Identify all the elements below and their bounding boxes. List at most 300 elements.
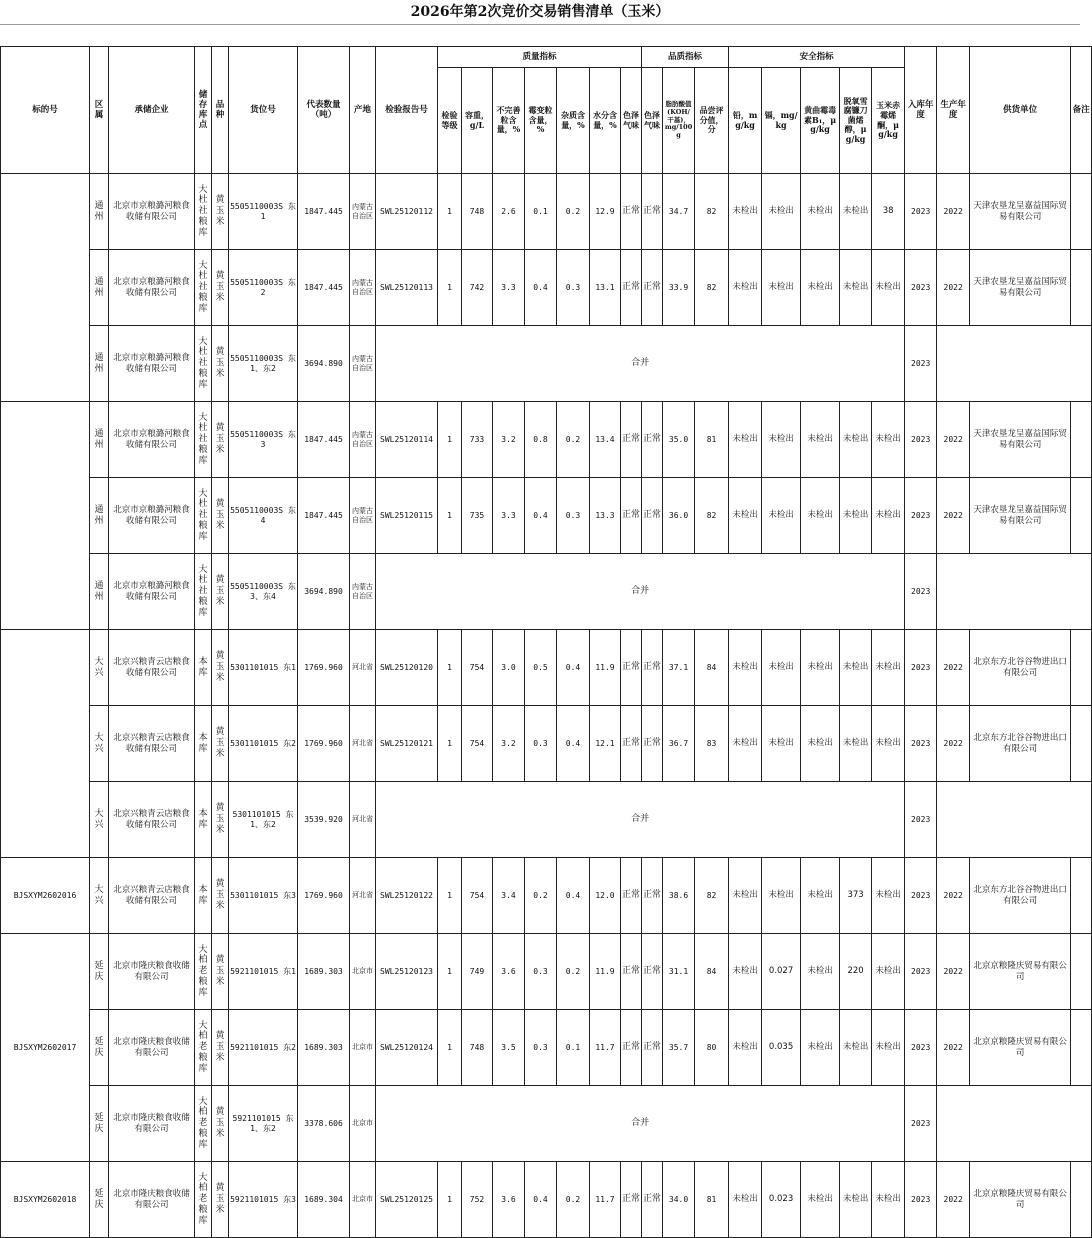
blank-cell <box>937 326 1092 402</box>
mold-cell: 0.3 <box>525 706 557 782</box>
variety-cell: 黄玉米 <box>212 934 229 1010</box>
color-smell-cell: 正常 <box>621 706 642 782</box>
col-lot-no: 标的号 <box>1 47 90 174</box>
table-row <box>1 1086 1092 1162</box>
quantity-cell: 3378.606 <box>298 1086 350 1162</box>
col-color-smell: 色泽气味 <box>621 68 642 174</box>
quantity-cell: 1689.303 <box>298 1010 350 1086</box>
in-year-cell: 2023 <box>905 402 937 478</box>
col-imperfect: 不完善粒含量，% <box>493 68 525 174</box>
color-smell-2-cell: 正常 <box>642 706 663 782</box>
mold-cell: 0.3 <box>525 934 557 1010</box>
col-quantity: 代表数量（吨） <box>298 47 350 174</box>
quantity-cell: 3539.920 <box>298 782 350 858</box>
company-cell: 北京市京粮潞河粮食收储有限公司 <box>109 402 195 478</box>
imperfect-cell: 3.3 <box>493 250 525 326</box>
fatty-acid-cell: 36.0 <box>663 478 695 554</box>
mold-cell: 0.4 <box>525 478 557 554</box>
fatty-acid-cell: 34.0 <box>663 1162 695 1238</box>
taste-cell: 82 <box>695 250 729 326</box>
grade-cell: 1 <box>438 1162 462 1238</box>
table-row <box>1 554 1092 630</box>
imperfect-cell: 3.6 <box>493 934 525 1010</box>
variety-cell: 黄玉米 <box>212 706 229 782</box>
col-aflatoxin: 黄曲霉毒素B₁，μg/kg <box>801 68 840 174</box>
quantity-cell: 1769.960 <box>298 706 350 782</box>
density-cell: 733 <box>462 402 493 478</box>
variety-cell: 黄玉米 <box>212 630 229 706</box>
col-fatty-acid: 脂肪酸值(KOH/干基)，mg/100g <box>663 68 695 174</box>
col-in-year: 入库年度 <box>905 47 937 174</box>
impurity-cell: 0.2 <box>557 402 590 478</box>
color-smell-cell: 正常 <box>621 250 642 326</box>
slot-cell: 5301101015 东3 <box>229 858 298 934</box>
lot-number-cell: BJSXYM2602018 <box>1 1162 90 1238</box>
report-cell: SWL25120120 <box>376 630 438 706</box>
company-cell: 北京市京粮潞河粮食收储有限公司 <box>109 554 195 630</box>
lead-cell: 未检出 <box>729 858 762 934</box>
zen-cell: 38 <box>872 174 905 250</box>
zen-cell: 未检出 <box>872 402 905 478</box>
table-row <box>1 934 1092 1010</box>
lot-number-cell <box>1 174 90 402</box>
cadmium-cell: 未检出 <box>762 174 801 250</box>
imperfect-cell: 3.5 <box>493 1010 525 1086</box>
in-year-cell: 2023 <box>905 554 937 630</box>
depot-cell: 大杜社粮库 <box>195 402 212 478</box>
remark-cell <box>1071 934 1092 1010</box>
impurity-cell: 0.2 <box>557 174 590 250</box>
blank-cell <box>937 782 1092 858</box>
mold-cell: 0.4 <box>525 1162 557 1238</box>
origin-cell: 河北省 <box>350 706 376 782</box>
supplier-cell: 天津农垦龙呈嘉益国际贸易有限公司 <box>970 174 1071 250</box>
don-cell: 220 <box>840 934 872 1010</box>
origin-cell: 内蒙古自治区 <box>350 478 376 554</box>
grade-cell: 1 <box>438 934 462 1010</box>
zen-cell: 未检出 <box>872 250 905 326</box>
in-year-cell: 2023 <box>905 478 937 554</box>
aflatoxin-cell: 未检出 <box>801 1162 840 1238</box>
zen-cell: 未检出 <box>872 858 905 934</box>
group-grade: 品质指标 <box>642 47 729 68</box>
lead-cell: 未检出 <box>729 402 762 478</box>
variety-cell: 黄玉米 <box>212 478 229 554</box>
zen-cell: 未检出 <box>872 1010 905 1086</box>
density-cell: 754 <box>462 630 493 706</box>
company-cell: 北京兴粮青云店粮食收储有限公司 <box>109 706 195 782</box>
origin-cell: 内蒙古自治区 <box>350 174 376 250</box>
table-row <box>1 174 1092 250</box>
taste-cell: 81 <box>695 402 729 478</box>
don-cell: 未检出 <box>840 250 872 326</box>
origin-cell: 内蒙古自治区 <box>350 402 376 478</box>
table-row <box>1 706 1092 782</box>
col-remark: 备注 <box>1071 47 1092 174</box>
zen-cell: 未检出 <box>872 1162 905 1238</box>
depot-cell: 大柏老粮库 <box>195 1086 212 1162</box>
depot-cell: 本库 <box>195 858 212 934</box>
origin-cell: 北京市 <box>350 1086 376 1162</box>
quantity-cell: 1769.960 <box>298 858 350 934</box>
don-cell: 373 <box>840 858 872 934</box>
aflatoxin-cell: 未检出 <box>801 858 840 934</box>
grade-cell: 1 <box>438 858 462 934</box>
depot-cell: 本库 <box>195 706 212 782</box>
don-cell: 未检出 <box>840 402 872 478</box>
fatty-acid-cell: 35.7 <box>663 1010 695 1086</box>
impurity-cell: 0.4 <box>557 630 590 706</box>
header-row-groups <box>1 47 1092 68</box>
company-cell: 北京市京粮潞河粮食收储有限公司 <box>109 174 195 250</box>
color-smell-2-cell: 正常 <box>642 478 663 554</box>
district-cell: 延庆 <box>90 1162 109 1238</box>
origin-cell: 河北省 <box>350 782 376 858</box>
impurity-cell: 0.2 <box>557 1162 590 1238</box>
fatty-acid-cell: 31.1 <box>663 934 695 1010</box>
group-safety: 安全指标 <box>729 47 905 68</box>
company-cell: 北京兴粮青云店粮食收储有限公司 <box>109 630 195 706</box>
slot-cell: 5505110003S 东1、东2 <box>229 326 298 402</box>
col-grade: 检验等级 <box>438 68 462 174</box>
aflatoxin-cell: 未检出 <box>801 1010 840 1086</box>
in-year-cell: 2023 <box>905 250 937 326</box>
imperfect-cell: 3.4 <box>493 858 525 934</box>
moisture-cell: 13.3 <box>590 478 621 554</box>
taste-cell: 82 <box>695 478 729 554</box>
district-cell: 通州 <box>90 250 109 326</box>
remark-cell <box>1071 174 1092 250</box>
lead-cell: 未检出 <box>729 250 762 326</box>
lead-cell: 未检出 <box>729 630 762 706</box>
prod-year-cell: 2022 <box>937 934 970 1010</box>
color-smell-2-cell: 正常 <box>642 1162 663 1238</box>
color-smell-cell: 正常 <box>621 1162 642 1238</box>
zen-cell: 未检出 <box>872 630 905 706</box>
in-year-cell: 2023 <box>905 1010 937 1086</box>
impurity-cell: 0.1 <box>557 1010 590 1086</box>
col-cadmium: 镉，mg/kg <box>762 68 801 174</box>
taste-cell: 84 <box>695 934 729 1010</box>
mold-cell: 0.3 <box>525 1010 557 1086</box>
color-smell-cell: 正常 <box>621 174 642 250</box>
impurity-cell: 0.3 <box>557 250 590 326</box>
slot-cell: 5921101015 东2 <box>229 1010 298 1086</box>
cadmium-cell: 未检出 <box>762 630 801 706</box>
in-year-cell: 2023 <box>905 326 937 402</box>
col-impurity: 杂质含量，% <box>557 68 590 174</box>
fatty-acid-cell: 34.7 <box>663 174 695 250</box>
report-cell: SWL25120123 <box>376 934 438 1010</box>
table-row <box>1 1162 1092 1238</box>
taste-cell: 82 <box>695 174 729 250</box>
table-body <box>1 174 1092 1238</box>
company-cell: 北京市隆庆粮食收储有限公司 <box>109 934 195 1010</box>
company-cell: 北京市京粮潞河粮食收储有限公司 <box>109 478 195 554</box>
quantity-cell: 1847.445 <box>298 478 350 554</box>
don-cell: 未检出 <box>840 630 872 706</box>
cadmium-cell: 未检出 <box>762 858 801 934</box>
origin-cell: 北京市 <box>350 1162 376 1238</box>
density-cell: 754 <box>462 706 493 782</box>
density-cell: 749 <box>462 934 493 1010</box>
district-cell: 通州 <box>90 326 109 402</box>
table-row <box>1 478 1092 554</box>
moisture-cell: 12.9 <box>590 174 621 250</box>
fatty-acid-cell: 36.7 <box>663 706 695 782</box>
cadmium-cell: 0.023 <box>762 1162 801 1238</box>
table-row <box>1 1010 1092 1086</box>
cadmium-cell: 未检出 <box>762 250 801 326</box>
supplier-cell: 北京东方北谷谷物进出口有限公司 <box>970 706 1071 782</box>
company-cell: 北京兴粮青云店粮食收储有限公司 <box>109 858 195 934</box>
impurity-cell: 0.2 <box>557 934 590 1010</box>
report-cell: SWL25120113 <box>376 250 438 326</box>
depot-cell: 大柏老粮库 <box>195 1162 212 1238</box>
origin-cell: 北京市 <box>350 1010 376 1086</box>
in-year-cell: 2023 <box>905 174 937 250</box>
quantity-cell: 3694.890 <box>298 554 350 630</box>
remark-cell <box>1071 1010 1092 1086</box>
imperfect-cell: 3.6 <box>493 1162 525 1238</box>
merged-cell: 合并 <box>376 554 905 630</box>
lead-cell: 未检出 <box>729 478 762 554</box>
col-supplier: 供货单位 <box>970 47 1071 174</box>
slot-cell: 5921101015 东1、东2 <box>229 1086 298 1162</box>
slot-cell: 5505110003S 东3 <box>229 402 298 478</box>
report-cell: SWL25120112 <box>376 174 438 250</box>
merged-cell: 合并 <box>376 326 905 402</box>
col-mold: 霉变粒含量，% <box>525 68 557 174</box>
district-cell: 通州 <box>90 554 109 630</box>
imperfect-cell: 3.0 <box>493 630 525 706</box>
col-variety: 品种 <box>212 47 229 174</box>
prod-year-cell: 2022 <box>937 250 970 326</box>
zen-cell: 未检出 <box>872 478 905 554</box>
density-cell: 742 <box>462 250 493 326</box>
variety-cell: 黄玉米 <box>212 1162 229 1238</box>
lead-cell: 未检出 <box>729 1010 762 1086</box>
variety-cell: 黄玉米 <box>212 174 229 250</box>
lot-number-cell <box>1 630 90 858</box>
taste-cell: 80 <box>695 1010 729 1086</box>
blank-cell <box>937 554 1092 630</box>
report-cell: SWL25120125 <box>376 1162 438 1238</box>
slot-cell: 5505110003S 东3、东4 <box>229 554 298 630</box>
color-smell-2-cell: 正常 <box>642 402 663 478</box>
slot-cell: 5301101015 东2 <box>229 706 298 782</box>
zen-cell: 未检出 <box>872 934 905 1010</box>
quantity-cell: 3694.890 <box>298 326 350 402</box>
remark-cell <box>1071 630 1092 706</box>
taste-cell: 82 <box>695 858 729 934</box>
color-smell-cell: 正常 <box>621 1010 642 1086</box>
district-cell: 延庆 <box>90 934 109 1010</box>
col-district: 区属 <box>90 47 109 174</box>
supplier-cell: 北京京粮隆庆贸易有限公司 <box>970 1162 1071 1238</box>
mold-cell: 0.5 <box>525 630 557 706</box>
col-origin: 产地 <box>350 47 376 174</box>
taste-cell: 84 <box>695 630 729 706</box>
in-year-cell: 2023 <box>905 706 937 782</box>
mold-cell: 0.1 <box>525 174 557 250</box>
col-moisture: 水分含量，% <box>590 68 621 174</box>
quantity-cell: 1847.445 <box>298 402 350 478</box>
supplier-cell: 北京京粮隆庆贸易有限公司 <box>970 934 1071 1010</box>
district-cell: 大兴 <box>90 858 109 934</box>
col-depot: 储存库点 <box>195 47 212 174</box>
merged-cell: 合并 <box>376 1086 905 1162</box>
lot-number-cell: BJSXYM2602017 <box>1 934 90 1162</box>
lead-cell: 未检出 <box>729 706 762 782</box>
origin-cell: 河北省 <box>350 630 376 706</box>
company-cell: 北京兴粮青云店粮食收储有限公司 <box>109 782 195 858</box>
variety-cell: 黄玉米 <box>212 782 229 858</box>
quantity-cell: 1769.960 <box>298 630 350 706</box>
lot-number-cell: BJSXYM2602016 <box>1 858 90 934</box>
depot-cell: 大杜社粮库 <box>195 554 212 630</box>
aflatoxin-cell: 未检出 <box>801 250 840 326</box>
in-year-cell: 2023 <box>905 630 937 706</box>
color-smell-2-cell: 正常 <box>642 250 663 326</box>
don-cell: 未检出 <box>840 478 872 554</box>
moisture-cell: 12.0 <box>590 858 621 934</box>
prod-year-cell: 2022 <box>937 1010 970 1086</box>
depot-cell: 本库 <box>195 782 212 858</box>
density-cell: 748 <box>462 1010 493 1086</box>
fatty-acid-cell: 38.6 <box>663 858 695 934</box>
in-year-cell: 2023 <box>905 858 937 934</box>
col-color-smell-2: 色泽气味 <box>642 68 663 174</box>
supplier-cell: 北京东方北谷谷物进出口有限公司 <box>970 630 1071 706</box>
in-year-cell: 2023 <box>905 934 937 1010</box>
taste-cell: 81 <box>695 1162 729 1238</box>
aflatoxin-cell: 未检出 <box>801 934 840 1010</box>
grade-cell: 1 <box>438 250 462 326</box>
table-row <box>1 402 1092 478</box>
don-cell: 未检出 <box>840 1010 872 1086</box>
quantity-cell: 1689.303 <box>298 934 350 1010</box>
color-smell-2-cell: 正常 <box>642 934 663 1010</box>
fatty-acid-cell: 33.9 <box>663 250 695 326</box>
report-cell: SWL25120121 <box>376 706 438 782</box>
moisture-cell: 12.1 <box>590 706 621 782</box>
origin-cell: 内蒙古自治区 <box>350 326 376 402</box>
table-row <box>1 782 1092 858</box>
imperfect-cell: 2.6 <box>493 174 525 250</box>
col-company: 承储企业 <box>109 47 195 174</box>
variety-cell: 黄玉米 <box>212 250 229 326</box>
prod-year-cell: 2022 <box>937 478 970 554</box>
origin-cell: 河北省 <box>350 858 376 934</box>
merged-cell: 合并 <box>376 782 905 858</box>
origin-cell: 内蒙古自治区 <box>350 250 376 326</box>
corn-sales-table <box>0 46 1092 1238</box>
quantity-cell: 1689.304 <box>298 1162 350 1238</box>
in-year-cell: 2023 <box>905 1086 937 1162</box>
impurity-cell: 0.4 <box>557 706 590 782</box>
table-row <box>1 630 1092 706</box>
origin-cell: 北京市 <box>350 934 376 1010</box>
grade-cell: 1 <box>438 1010 462 1086</box>
grade-cell: 1 <box>438 706 462 782</box>
prod-year-cell: 2022 <box>937 402 970 478</box>
color-smell-cell: 正常 <box>621 934 642 1010</box>
grade-cell: 1 <box>438 174 462 250</box>
fatty-acid-cell: 37.1 <box>663 630 695 706</box>
imperfect-cell: 3.2 <box>493 402 525 478</box>
col-density: 容重，g/L <box>462 68 493 174</box>
lead-cell: 未检出 <box>729 934 762 1010</box>
district-cell: 通州 <box>90 174 109 250</box>
origin-cell: 内蒙古自治区 <box>350 554 376 630</box>
variety-cell: 黄玉米 <box>212 1010 229 1086</box>
report-cell: SWL25120115 <box>376 478 438 554</box>
variety-cell: 黄玉米 <box>212 326 229 402</box>
report-cell: SWL25120122 <box>376 858 438 934</box>
density-cell: 748 <box>462 174 493 250</box>
slot-cell: 5505110003S 东2 <box>229 250 298 326</box>
prod-year-cell: 2022 <box>937 174 970 250</box>
blank-band <box>0 25 1080 47</box>
grade-cell: 1 <box>438 402 462 478</box>
remark-cell <box>1071 858 1092 934</box>
table-row <box>1 326 1092 402</box>
moisture-cell: 11.7 <box>590 1162 621 1238</box>
slot-cell: 5301101015 东1、东2 <box>229 782 298 858</box>
report-cell: SWL25120124 <box>376 1010 438 1086</box>
table-row <box>1 250 1092 326</box>
moisture-cell: 13.1 <box>590 250 621 326</box>
aflatoxin-cell: 未检出 <box>801 706 840 782</box>
color-smell-2-cell: 正常 <box>642 1010 663 1086</box>
aflatoxin-cell: 未检出 <box>801 478 840 554</box>
mold-cell: 0.2 <box>525 858 557 934</box>
remark-cell <box>1071 706 1092 782</box>
supplier-cell: 天津农垦龙呈嘉益国际贸易有限公司 <box>970 478 1071 554</box>
aflatoxin-cell: 未检出 <box>801 174 840 250</box>
depot-cell: 本库 <box>195 630 212 706</box>
report-cell: SWL25120114 <box>376 402 438 478</box>
taste-cell: 83 <box>695 706 729 782</box>
prod-year-cell: 2022 <box>937 858 970 934</box>
prod-year-cell: 2022 <box>937 630 970 706</box>
col-don: 脱氧雪腐镰刀菌烯醇，μg/kg <box>840 68 872 174</box>
depot-cell: 大杜社粮库 <box>195 174 212 250</box>
variety-cell: 黄玉米 <box>212 858 229 934</box>
col-slot: 货位号 <box>229 47 298 174</box>
col-zen: 玉米赤霉烯酮，μg/kg <box>872 68 905 174</box>
don-cell: 未检出 <box>840 174 872 250</box>
lot-number-cell <box>1 402 90 630</box>
supplier-cell: 天津农垦龙呈嘉益国际贸易有限公司 <box>970 250 1071 326</box>
color-smell-cell: 正常 <box>621 630 642 706</box>
depot-cell: 大柏老粮库 <box>195 1010 212 1086</box>
sheet-title: 2026年第2次竞价交易销售清单（玉米） <box>0 0 1080 25</box>
depot-cell: 大柏老粮库 <box>195 934 212 1010</box>
district-cell: 通州 <box>90 402 109 478</box>
aflatoxin-cell: 未检出 <box>801 630 840 706</box>
supplier-cell: 北京京粮隆庆贸易有限公司 <box>970 1010 1071 1086</box>
variety-cell: 黄玉米 <box>212 402 229 478</box>
mold-cell: 0.8 <box>525 402 557 478</box>
density-cell: 735 <box>462 478 493 554</box>
depot-cell: 大杜社粮库 <box>195 478 212 554</box>
color-smell-cell: 正常 <box>621 478 642 554</box>
slot-cell: 5505110003S 东1 <box>229 174 298 250</box>
company-cell: 北京市京粮潞河粮食收储有限公司 <box>109 250 195 326</box>
color-smell-2-cell: 正常 <box>642 174 663 250</box>
